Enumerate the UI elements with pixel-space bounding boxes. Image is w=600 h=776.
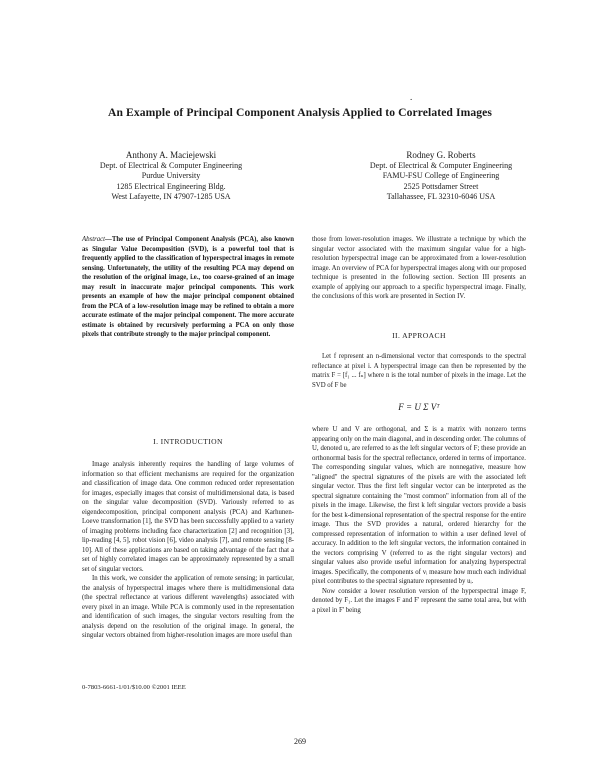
author-name: Anthony A. Maciejewski	[125, 150, 217, 160]
author-block-1	[66, 150, 276, 203]
abstract-label: Abstract	[82, 236, 106, 243]
approach-intro	[312, 352, 526, 390]
introduction-body	[82, 460, 294, 641]
author-address: 1285 Electrical Engineering Bldg.	[116, 181, 226, 191]
paragraph: In this work, we consider the application of remote sensing; in particular, the analysis of hyperspectral images where there is multidimensional data (the spectral reflectance at various different wavelengths) associated with every pixel in an image. While PCA is commonly used in the representation and identification of such images, the singular vectors resulting from the analysis depend on the resolution of the original image. In general, the singular vectors obtained from higher-resolution images are more useful than	[82, 575, 294, 639]
page-number: 269	[294, 737, 306, 746]
paragraph: where U and V are orthogonal, and Σ is a matrix with nonzero terms appearing only on the main diagonal, and in descending order. The columns of U, denoted uᵢ, are referred to as the left singular vectors of F; these provide an orthonormal basis for the spectral reflectance, ordered in terms of importance. The corresponding singular values, which are nonnegative, measure how "aligned" the spectral signatures of the pixels are with the associated left singular vector. Thus the first left singular vector can be interpreted as the spectral signature containing the "most common" information from all of the pixels in the image. Likewise, the first k left singular vectors provide a basis for the best k-dimensional representation of the spectral response for the entire image. Thus the SVD provides a natural, ordered hierarchy for the compressed representation of information to within a user defined level of accuracy. In addition to the left singular vectors, the information contained in the vectors comprising V (referred to as the right singular vectors) and singular values also provide useful information for analyzing hyperspectral images. Specifically, the components of vᵢ measure how much each individual pixel contributes to the spectral signature represented by uᵢ.	[312, 426, 526, 585]
section-heading-introduction: I. INTRODUCTION	[153, 437, 223, 446]
abstract	[82, 235, 294, 340]
author-name: Rodney G. Roberts	[406, 150, 476, 160]
paragraph: Let f represent an n-dimensional vector that corresponds to the spectral reflectance at pixel i. A hyperspectral image can then be represented by the matrix F = [f₁ ... fₙ] where n is the total number of pixels in the image. Let the SVD of F be	[312, 353, 526, 389]
copyright-footer: 0-7803-6661-1/01/$10.00 ©2001 IEEE	[82, 684, 186, 691]
author-affiliation: Dept. of Electrical & Computer Engineering	[99, 160, 243, 170]
author-address: Tallahassee, FL 32310-6046 USA	[386, 192, 496, 202]
paragraph: those from lower-resolution images. We illustrate a technique by which the singular vector associated with the maximum singular value for a high-resolution hyperspectral image can be approximated from a lower-resolution image. An overview of PCA for hyperspectral images along with our proposed technique is presented in the following section. Section III presents an example of applying our approach to a specific hyperspectral image. Finally, the conclusions of this work are presented in Section IV.	[312, 236, 526, 300]
paper-title: An Example of Principal Component Analysis Applied to Correlated Images	[107, 106, 493, 119]
paragraph: Now consider a lower resolution version of the hyperspectral image F, denoted by F₁. Let the images F and F' represent the same total area, but with a pixel in F' being	[312, 587, 526, 614]
header-mark: .	[410, 92, 413, 102]
author-affiliation: FAMU-FSU College of Engineering	[382, 171, 500, 181]
approach-body	[312, 425, 526, 615]
author-block-2	[336, 150, 546, 203]
author-address: 2525 Pottsdamer Street	[403, 181, 479, 191]
author-address: West Lafayette, IN 47907-1285 USA	[111, 192, 231, 202]
author-affiliation: Dept. of Electrical & Computer Engineering	[369, 160, 513, 170]
section-heading-approach: II. APPROACH	[392, 331, 446, 340]
abstract-dash: —	[105, 236, 112, 243]
intro-continuation	[312, 235, 526, 302]
paragraph: Image analysis inherently requires the handling of large volumes of information so that efficient mechanisms are required for the organization and classification of image data. One common reduced order representation for images, especially images that consist of multidimensional data, is based on the singular value decomposition (SVD). Variously referred to as eigendecomposition, principal component analysis (PCA) and Karhunen-Loeve transformation [1], the SVD has been successfully applied to a variety of imaging problems including face characterization [2] and recognition [3], lip-reading [4, 5], robot vision [6], video analysis [7], and remote sensing [8-10]. All of these applications are based on taking advantage of the fact that a set of highly correlated images can be approximately represented by a small set of singular vectors.	[82, 461, 294, 573]
abstract-text: The use of Principal Component Analysis (PCA), also known as Singular Value Decomposition (SVD), is a powerful tool that is frequently applied to the classification of hyperspectral images in remote sensing. Unfortunately, the utility of the resulting PCA may depend on the resolution of the original image, i.e., too coarse-grained of an image may result in inaccurate major principal components. This work presents an example of how the major principal component obtained from the PCA of a low-resolution image may be refined to obtain a more accurate estimate of the major principal component. The more accurate estimate is obtained by recursively performing a PCA on only those pixels that contribute strongly to the major principal component.	[82, 236, 294, 338]
svd-equation: F = U Σ Vᵀ	[398, 402, 440, 412]
author-affiliation: Purdue University	[141, 171, 201, 181]
